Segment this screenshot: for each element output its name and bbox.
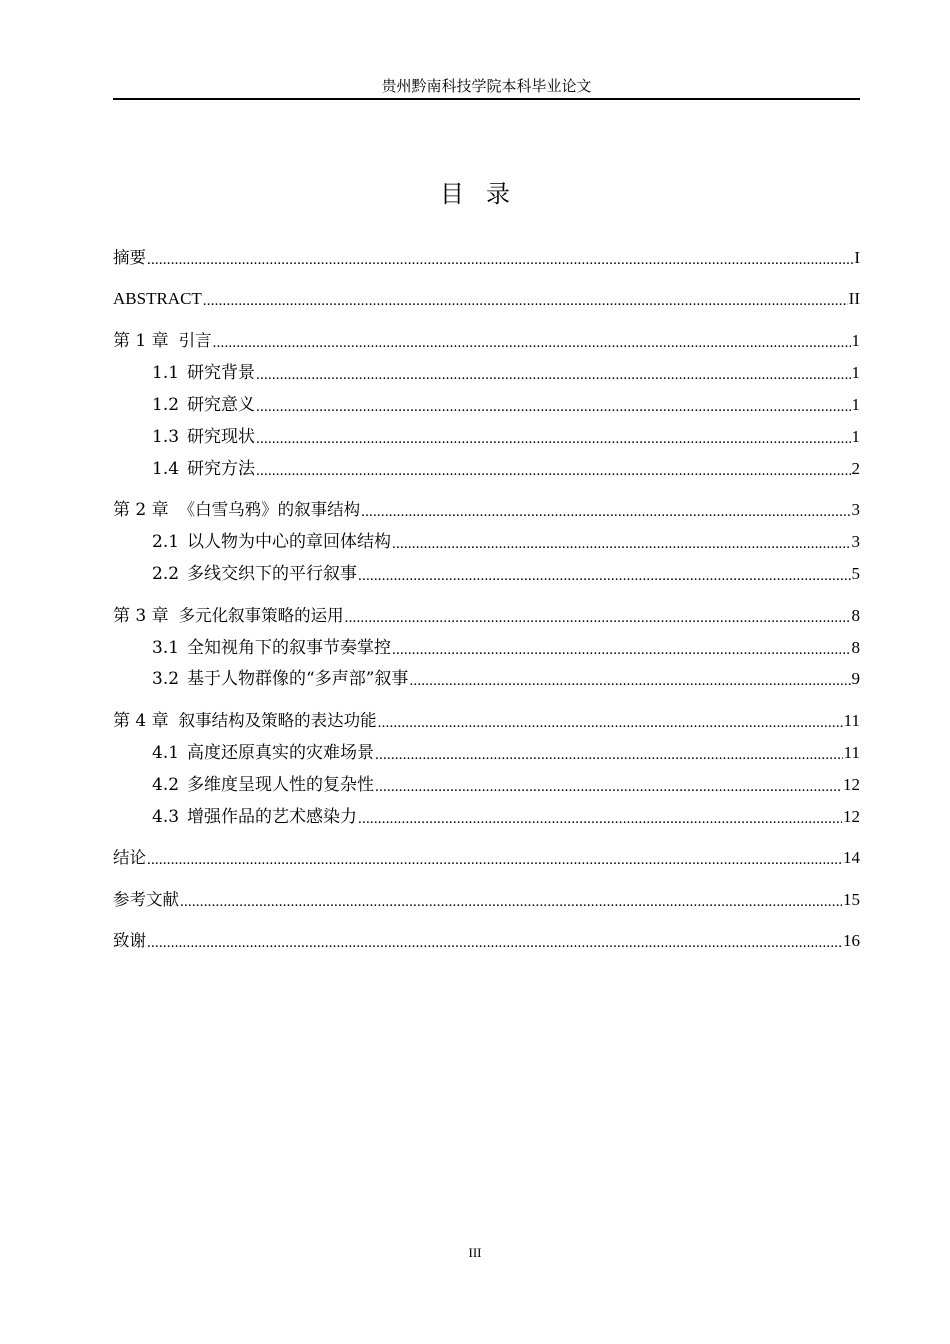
toc-entry-text: 引言 bbox=[178, 331, 212, 350]
toc-entry-3-1[interactable] bbox=[152, 636, 860, 660]
toc-entry-page: 11 bbox=[843, 711, 860, 730]
toc-entry-text: 多维度呈现人性的复杂性 bbox=[187, 775, 375, 795]
toc-entry-number: 1.1 bbox=[152, 363, 180, 383]
table-of-contents bbox=[113, 0, 860, 1000]
toc-entry-chapter-4[interactable] bbox=[113, 709, 860, 733]
toc-entry-number: 第 4 章 bbox=[113, 711, 169, 731]
toc-entry-1-3[interactable] bbox=[152, 425, 860, 449]
toc-entry-page: 8 bbox=[851, 638, 860, 657]
toc-entry-chapter-2[interactable] bbox=[113, 498, 860, 522]
dot-leader bbox=[361, 498, 850, 522]
dot-leader bbox=[392, 530, 850, 554]
toc-entry-text: 参考文献 bbox=[113, 890, 179, 909]
dot-leader bbox=[147, 246, 853, 270]
toc-entry-acknowledgements[interactable] bbox=[113, 929, 860, 953]
toc-entry-page: 11 bbox=[843, 743, 860, 762]
toc-entry-abstract-cn[interactable] bbox=[113, 246, 860, 270]
toc-entry-text: 全知视角下的叙事节奏掌控 bbox=[187, 638, 392, 658]
dot-leader bbox=[358, 805, 842, 829]
toc-entry-text: 致谢 bbox=[113, 931, 146, 950]
dot-leader bbox=[256, 425, 850, 449]
toc-entry-page: 9 bbox=[851, 669, 860, 688]
toc-entry-1-1[interactable] bbox=[152, 361, 860, 385]
toc-entry-number: 2.2 bbox=[152, 564, 180, 584]
toc-entry-text: 研究现状 bbox=[187, 427, 256, 447]
toc-entry-text: 研究意义 bbox=[187, 395, 256, 415]
dot-leader bbox=[256, 457, 850, 481]
toc-entry-text: 多元化叙事策略的运用 bbox=[178, 606, 344, 625]
toc-entry-text: 研究背景 bbox=[187, 363, 256, 383]
toc-entry-text: 结论 bbox=[113, 848, 146, 867]
toc-entry-page: 3 bbox=[851, 500, 860, 519]
toc-entry-number: 1.3 bbox=[152, 427, 180, 447]
toc-entry-page: 1 bbox=[851, 331, 860, 350]
toc-entry-page: 12 bbox=[843, 775, 860, 794]
dot-leader bbox=[378, 709, 843, 733]
toc-entry-number: 4.2 bbox=[152, 775, 180, 795]
toc-entry-page: 8 bbox=[851, 606, 860, 625]
dot-leader bbox=[256, 361, 850, 385]
toc-entry-page: 14 bbox=[843, 848, 860, 867]
toc-entry-number: 第 2 章 bbox=[113, 500, 169, 520]
toc-entry-number: 第 3 章 bbox=[113, 606, 169, 626]
dot-leader bbox=[147, 846, 842, 870]
toc-entry-text: 叙事结构及策略的表达功能 bbox=[178, 711, 377, 730]
toc-entry-text: 增强作品的艺术感染力 bbox=[187, 807, 358, 827]
toc-entry-3-2[interactable] bbox=[152, 667, 860, 691]
toc-entry-page: 1 bbox=[851, 427, 860, 446]
toc-entry-chapter-3[interactable] bbox=[113, 604, 860, 628]
toc-entry-page: II bbox=[848, 289, 860, 308]
toc-entry-1-2[interactable] bbox=[152, 393, 860, 417]
toc-entry-text: 基于人物群像的“多声部”叙事 bbox=[187, 669, 409, 689]
toc-entry-number: 4.1 bbox=[152, 743, 180, 763]
toc-entry-number: 3.1 bbox=[152, 638, 180, 658]
dot-leader bbox=[180, 888, 842, 912]
dot-leader bbox=[345, 604, 851, 628]
toc-entry-number: 2.1 bbox=[152, 532, 180, 552]
toc-entry-number: 1.4 bbox=[152, 459, 180, 479]
toc-entry-2-2[interactable] bbox=[152, 562, 860, 586]
dot-leader bbox=[213, 329, 851, 353]
toc-entry-page: 3 bbox=[851, 532, 860, 551]
dot-leader bbox=[375, 741, 843, 765]
toc-entry-text: ABSTRACT bbox=[113, 289, 202, 308]
toc-entry-page: 2 bbox=[851, 459, 860, 478]
page-header: 贵州黔南科技学院本科毕业论文 bbox=[381, 77, 592, 95]
toc-entry-number: 3.2 bbox=[152, 669, 180, 689]
dot-leader bbox=[392, 636, 850, 660]
toc-entry-2-1[interactable] bbox=[152, 530, 860, 554]
toc-entry-text: 多线交织下的平行叙事 bbox=[187, 564, 358, 584]
toc-entry-page: 1 bbox=[851, 395, 860, 414]
dot-leader bbox=[409, 667, 850, 691]
toc-entry-number: 第 1 章 bbox=[113, 331, 169, 351]
toc-entry-1-4[interactable] bbox=[152, 457, 860, 481]
toc-entry-page: I bbox=[854, 248, 860, 267]
toc-entry-text: 《白雪乌鸦》的叙事结构 bbox=[178, 500, 361, 519]
toc-entry-4-2[interactable] bbox=[152, 773, 860, 797]
toc-entry-4-1[interactable] bbox=[152, 741, 860, 765]
toc-entry-chapter-1[interactable] bbox=[113, 329, 860, 353]
toc-entry-abstract-en[interactable] bbox=[113, 287, 860, 311]
toc-entry-text: 高度还原真实的灾难场景 bbox=[187, 743, 375, 763]
toc-entry-number: 4.3 bbox=[152, 807, 180, 827]
toc-entry-4-3[interactable] bbox=[152, 805, 860, 829]
toc-entry-page: 1 bbox=[851, 363, 860, 382]
toc-title: 目录 bbox=[440, 180, 532, 208]
dot-leader bbox=[147, 929, 842, 953]
toc-entry-page: 16 bbox=[843, 931, 860, 950]
dot-leader bbox=[256, 393, 850, 417]
toc-entry-page: 15 bbox=[843, 890, 860, 909]
toc-entry-conclusion[interactable] bbox=[113, 846, 860, 870]
toc-entry-text: 摘要 bbox=[113, 248, 146, 267]
toc-entry-references[interactable] bbox=[113, 888, 860, 912]
dot-leader bbox=[375, 773, 842, 797]
toc-entry-text: 以人物为中心的章回体结构 bbox=[187, 532, 392, 552]
toc-entry-page: 12 bbox=[843, 807, 860, 826]
toc-entry-page: 5 bbox=[851, 564, 860, 583]
toc-entry-text: 研究方法 bbox=[187, 459, 256, 479]
page-number: III bbox=[468, 1245, 482, 1260]
dot-leader bbox=[203, 287, 848, 311]
dot-leader bbox=[358, 562, 850, 586]
toc-entry-number: 1.2 bbox=[152, 395, 180, 415]
